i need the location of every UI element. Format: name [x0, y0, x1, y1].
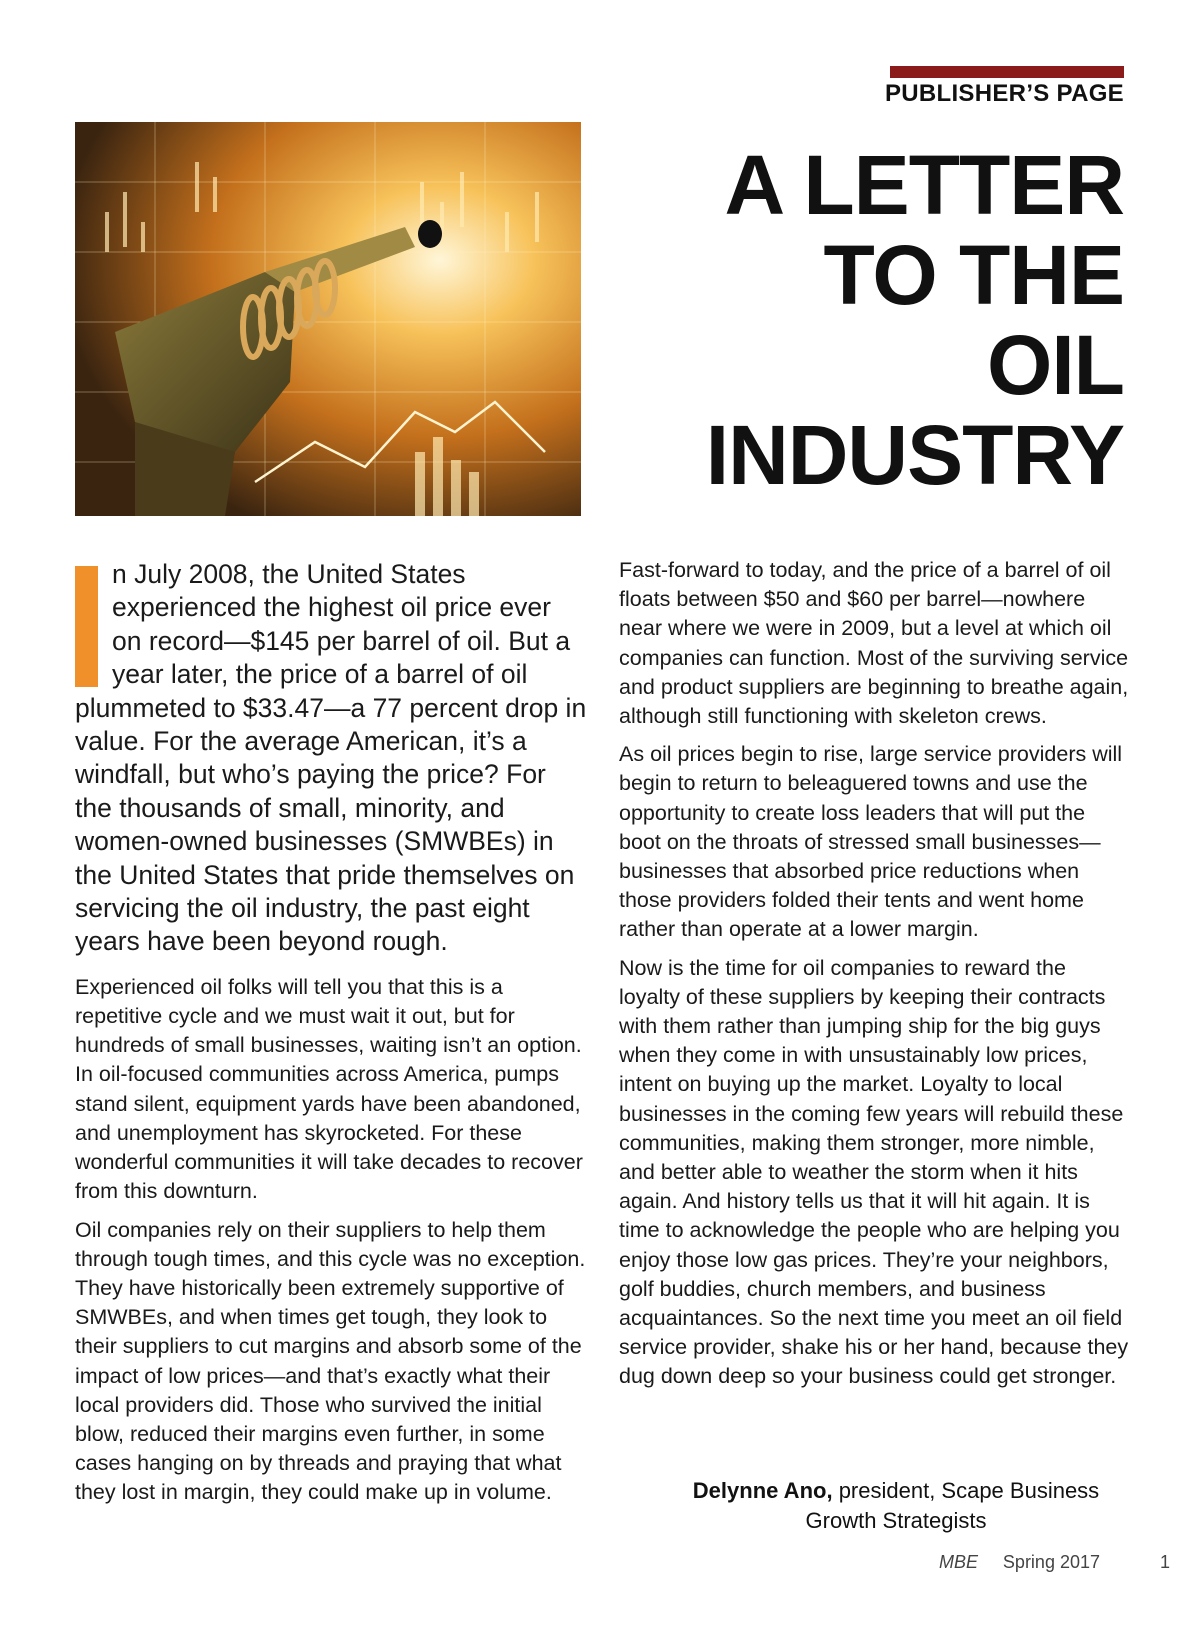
magazine-name: MBE — [938, 1552, 978, 1572]
headline — [604, 140, 1124, 500]
page-footer — [600, 1552, 1200, 1576]
fuel-nozzle-stock-chart-image — [75, 122, 581, 516]
lead-paragraph — [75, 558, 587, 959]
headline-line: INDUSTRY — [705, 408, 1124, 502]
hero-image — [75, 122, 581, 516]
body-paragraph: Experienced oil folks will tell you that this is a repetitive cycle and we must wait it out, but for hundreds of small businesses, waiting isn’t an option. In oil-focused communities across America, pumps stand silent, equipment yards have been abandoned, and unemployment has skyrocketed. For these wonderful communities it will take decades to recover from this downturn. — [75, 974, 583, 1204]
body-paragraph: Fast-forward to today, and the price of a barrel of oil floats between $50 and $60 per barrel—nowhere near where we were in 2009, but a level at which oil companies can function. Most of the surviving service and product suppliers are beginning to breathe again, although still functioning with skeleton crews. — [619, 558, 1129, 729]
article-column-left — [75, 558, 587, 1517]
signature-name: Delynne Ano, — [692, 1478, 833, 1503]
signature — [666, 1476, 1126, 1536]
section-label: PUBLISHER’S PAGE — [884, 80, 1124, 107]
article-column-right — [619, 556, 1129, 1401]
body-paragraph: Oil companies rely on their suppliers to help them through tough times, and this cycle was no exception. They have historically been extremely supportive of SMWBEs, and when times get tough, they look to their suppliers to cut margins and absorb some of the impact of low prices—and that’s exactly what their local providers did. Those who survived the initial blow, reduced their margins even further, in some cases hanging on by threads and praying that what they lost in margin, they could make up in volume. — [75, 1217, 586, 1505]
body-paragraph: Now is the time for oil companies to reward the loyalty of these suppliers by keeping their contracts with them rather than jumping ship for the big guys when they come in with unsustainably low prices, intent on buying up the market. Loyalty to local businesses in the coming few years will rebuild these communities, making them stronger, more nimble, and better able to weather the storm when it hits again. And history tells us that it will hit again. It is time to acknowledge the people who are helping you enjoy those low gas prices. They’re your neighbors, golf buddies, church members, and business acquaintances. So the next time you meet an oil field service provider, shake his or her hand, because they dug down deep so your business could get stronger. — [619, 955, 1129, 1389]
issue-date: Spring 2017 — [1002, 1552, 1100, 1572]
lead-text: n July 2008, the United States experienced the highest oil price ever on record—$145 per barrel of oil. But a year later, the price of a barrel of oil plummeted to $33.47—a 77 percent drop in value. For the average American, it’s a windfall, but who’s paying the price? For the thousands of small, minority, and women-owned businesses (SMWBEs) in the United States that pride themselves on servicing the oil industry, the past eight years have been beyond rough. — [75, 559, 587, 957]
section-accent-bar — [890, 66, 1124, 78]
signature-title: president, Scape Business Growth Strategists — [805, 1478, 1100, 1533]
dropcap — [75, 566, 98, 687]
headline-line: A LETTER — [724, 138, 1124, 232]
body-paragraph: As oil prices begin to rise, large service providers will begin to return to beleaguered towns and use the opportunity to create loss leaders that will put the boot on the throats of stressed small businesses—businesses that absorbed price reductions when those providers folded their tents and went home rather than operate at a lower margin. — [619, 742, 1123, 942]
page-number: 1 — [1159, 1552, 1170, 1572]
headline-line: TO THE — [823, 228, 1124, 322]
headline-line: OIL — [987, 318, 1124, 412]
